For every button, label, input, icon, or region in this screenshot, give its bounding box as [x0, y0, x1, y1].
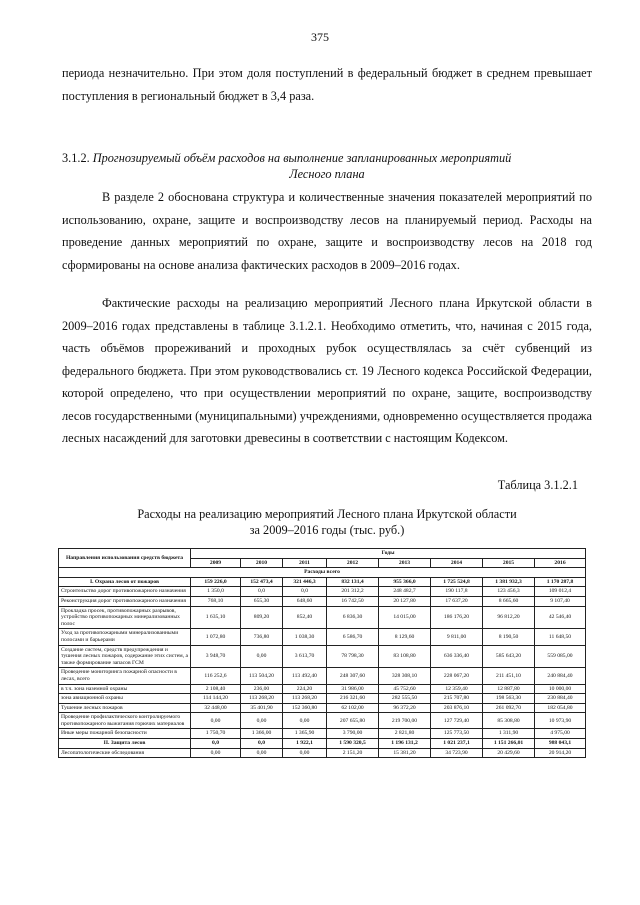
row-label: Строительство дорог противопожарного назначения: [59, 587, 191, 597]
table-row: [59, 729, 586, 739]
table-label: Таблица 3.1.2.1: [497, 478, 578, 492]
cell-value: 9 811,00: [431, 629, 483, 645]
cell-value: 0,00: [191, 713, 241, 729]
row-label: зона авиационной охраны: [59, 694, 191, 704]
cell-value: 20 914,20: [535, 748, 586, 758]
cell-value: 96 812,20: [483, 606, 535, 629]
table-row: [59, 645, 586, 668]
cell-value: 236,00: [241, 684, 283, 694]
table-row: [59, 606, 586, 629]
cell-value: 16 742,50: [327, 596, 379, 606]
cell-value: 2 821,80: [379, 729, 431, 739]
year-header: 2009: [191, 558, 241, 568]
cell-value: 152 360,80: [283, 703, 327, 713]
cell-value: 6 586,70: [327, 629, 379, 645]
year-header: 2016: [535, 558, 586, 568]
table-title: [62, 506, 592, 538]
cell-value: 585 643,20: [483, 645, 535, 668]
cell-value: 4 975,00: [535, 729, 586, 739]
cell-value: 1 151 266,01: [483, 739, 535, 749]
expenses-table: [58, 548, 586, 758]
table-row: [59, 684, 586, 694]
cell-value: 12 359,40: [431, 684, 483, 694]
cell-value: 186 176,20: [431, 606, 483, 629]
cell-value: 34 723,90: [431, 748, 483, 758]
cell-value: 1 381 932,3: [483, 577, 535, 587]
cell-value: 648,60: [283, 596, 327, 606]
cell-value: 190 117,8: [431, 587, 483, 597]
header-direction: Направления использования средств бюджета: [59, 549, 191, 568]
cell-value: 201 312,2: [327, 587, 379, 597]
year-header: 2010: [241, 558, 283, 568]
cell-value: 123 456,3: [483, 587, 535, 597]
section-title-line1: Прогнозируемый объём расходов на выполнение запланированных мероприятий: [92, 151, 512, 165]
cell-value: 83 108,80: [379, 645, 431, 668]
paragraph-actual-expenses: Фактические расходы на реализацию мероприятий Лесного плана Иркутской области в 2009–2016 годах представлены в таблице 3.1.2.1. Необходимо отметить, что, начиная с 2015 года, часть объёмов прореживаний и проходных рубок осуществлялась за счёт субвенций из федерального бюджета. При этом руководствовались ст. 19 Лесного кодекса Российской Федерации, которой определено, что при осуществлении мероприятий по охране, защите, воспроизводству лесов государственными (муниципальными) учреждениями, одновременно осуществляется продажа лесных насаждений для заготовки древесины в соответствии с настоящим Кодексом.: [62, 296, 592, 445]
year-header: 2013: [379, 558, 431, 568]
table-row: [59, 703, 586, 713]
cell-value: 248 307,60: [327, 668, 379, 684]
cell-value: 228 067,20: [431, 668, 483, 684]
cell-value: 0,00: [283, 713, 327, 729]
cell-value: 10 973,90: [535, 713, 586, 729]
cell-value: 0,00: [191, 748, 241, 758]
cell-value: 215 707,80: [431, 694, 483, 704]
paragraph-intro: периода незначительно. При этом доля поступлений в федеральный бюджет в среднем превышает поступления в региональный бюджет в 3,4 раза.: [62, 66, 592, 103]
table-row: [59, 713, 586, 729]
cell-value: 78 798,30: [327, 645, 379, 668]
cell-value: 9 107,40: [535, 596, 586, 606]
table-title-line2: за 2009–2016 годы (тыс. руб.): [249, 523, 405, 537]
row-label: Лесопатологические обследования: [59, 748, 191, 758]
table-row: [59, 748, 586, 758]
cell-value: 17 637,20: [431, 596, 483, 606]
cell-value: 8 190,50: [483, 629, 535, 645]
section-number: 3.1.2.: [62, 151, 90, 165]
row-label: Иные меры пожарной безопасности: [59, 729, 191, 739]
cell-value: 182 054,80: [535, 703, 586, 713]
cell-value: 3 613,70: [283, 645, 327, 668]
cell-value: 11 648,50: [535, 629, 586, 645]
cell-value: 8 129,60: [379, 629, 431, 645]
row-label: Тушение лесных пожаров: [59, 703, 191, 713]
cell-value: 1 170 287,8: [535, 577, 586, 587]
cell-value: 224,20: [283, 684, 327, 694]
cell-value: 0,0: [241, 587, 283, 597]
cell-value: 85 308,80: [483, 713, 535, 729]
cell-value: 768,10: [191, 596, 241, 606]
cell-value: 0,0: [241, 739, 283, 749]
cell-value: 1 725 524,8: [431, 577, 483, 587]
cell-value: 988 043,1: [535, 739, 586, 749]
cell-value: 114 144,20: [191, 694, 241, 704]
cell-value: 6 836,30: [327, 606, 379, 629]
year-header: 2015: [483, 558, 535, 568]
cell-value: 62 102,00: [327, 703, 379, 713]
cell-value: 328 308,10: [379, 668, 431, 684]
cell-value: 20 127,80: [379, 596, 431, 606]
cell-value: 1 072,80: [191, 629, 241, 645]
cell-value: 832 131,4: [327, 577, 379, 587]
cell-value: 1 750,70: [191, 729, 241, 739]
cell-value: 2 151,20: [327, 748, 379, 758]
cell-value: 0,0: [191, 739, 241, 749]
cell-value: 32 448,00: [191, 703, 241, 713]
table-row: [59, 629, 586, 645]
cell-value: 219 700,00: [379, 713, 431, 729]
cell-value: 1 365,90: [283, 729, 327, 739]
row-label: Реконструкция дорог противопожарного назначения: [59, 596, 191, 606]
row-label: Прокладка просек, противопожарных разрывов, устройство противопожарных минерализованных полос: [59, 606, 191, 629]
cell-value: 211 451,10: [483, 668, 535, 684]
cell-value: 10 000,00: [535, 684, 586, 694]
row-label: в т.ч. зона наземной охраны: [59, 684, 191, 694]
cell-value: 1 038,30: [283, 629, 327, 645]
row-label: Уход за противопожарными минерализованными полосами и барьерами: [59, 629, 191, 645]
cell-value: 809,20: [241, 606, 283, 629]
cell-value: 240 884,40: [535, 668, 586, 684]
table-row: [59, 577, 586, 587]
cell-value: 203 876,10: [431, 703, 483, 713]
cell-value: 14 015,00: [379, 606, 431, 629]
cell-value: 216 321,60: [327, 694, 379, 704]
cell-value: 207 655,80: [327, 713, 379, 729]
cell-value: 159 226,0: [191, 577, 241, 587]
paragraph-section2: В разделе 2 обоснована структура и количественные значения показателей мероприятий по использованию, охране, защите и воспроизводству лесов на планируемый период. Расходы на проведение данных мероприятий по охране, защите и воспроизводству лесов на 2018 год сформированы на основе анализа фактических расходов в 2009–2016 годах.: [62, 190, 592, 272]
cell-value: 261 092,70: [483, 703, 535, 713]
cell-value: 15 381,20: [379, 748, 431, 758]
cell-value: 321 446,3: [283, 577, 327, 587]
cell-value: 113 268,20: [283, 694, 327, 704]
year-header: 2012: [327, 558, 379, 568]
cell-value: 230 884,40: [535, 694, 586, 704]
row-label: Проведение мониторинга пожарной опасности в лесах, всего: [59, 668, 191, 684]
row-label: I. Охрана лесов от пожаров: [59, 577, 191, 587]
cell-value: 1 922,1: [283, 739, 327, 749]
cell-value: 736,80: [241, 629, 283, 645]
cell-value: 852,40: [283, 606, 327, 629]
cell-value: 198 563,30: [483, 694, 535, 704]
table-row: [59, 587, 586, 597]
cell-value: 8 665,60: [483, 596, 535, 606]
cell-value: 109 012,4: [535, 587, 586, 597]
cell-value: 955 366,0: [379, 577, 431, 587]
cell-value: 0,00: [241, 645, 283, 668]
cell-value: 116 252,6: [191, 668, 241, 684]
cell-value: 1 350,0: [191, 587, 241, 597]
cell-value: 0,0: [283, 587, 327, 597]
cell-value: 113 504,20: [241, 668, 283, 684]
cell-value: 1 021 237,1: [431, 739, 483, 749]
cell-value: 35 401,90: [241, 703, 283, 713]
cell-value: 0,00: [241, 748, 283, 758]
cell-value: 12 887,80: [483, 684, 535, 694]
cell-value: 282 555,50: [379, 694, 431, 704]
table-row: [59, 596, 586, 606]
cell-value: 0,00: [283, 748, 327, 758]
cell-value: 125 773,50: [431, 729, 483, 739]
cell-value: 2 108,40: [191, 684, 241, 694]
year-header: 2014: [431, 558, 483, 568]
cell-value: 559 085,00: [535, 645, 586, 668]
cell-value: 20 429,60: [483, 748, 535, 758]
year-header: 2011: [283, 558, 327, 568]
cell-value: 127 729,40: [431, 713, 483, 729]
cell-value: 1 311,90: [483, 729, 535, 739]
cell-value: 0,00: [241, 713, 283, 729]
cell-value: 248 482,7: [379, 587, 431, 597]
table-row: [59, 739, 586, 749]
page-number: 375: [311, 30, 329, 44]
cell-value: 152 473,4: [241, 577, 283, 587]
cell-value: 3 790,00: [327, 729, 379, 739]
cell-value: 1 196 131,2: [379, 739, 431, 749]
table-title-line1: Расходы на реализацию мероприятий Лесного плана Иркутской области: [137, 507, 517, 521]
cell-value: 45 752,60: [379, 684, 431, 694]
cell-value: 636 336,40: [431, 645, 483, 668]
header-years: Годы: [191, 549, 586, 559]
section-heading: [62, 150, 592, 182]
row-label: Проведение профилактического контролируемого противопожарного выжигания горючих материалов: [59, 713, 191, 729]
section-row: [59, 568, 586, 578]
table-row: [59, 668, 586, 684]
cell-value: 42 546,40: [535, 606, 586, 629]
section-title-line2: Лесного плана: [289, 167, 365, 181]
cell-value: 1 366,00: [241, 729, 283, 739]
cell-value: 31 986,00: [327, 684, 379, 694]
cell-value: 3 948,70: [191, 645, 241, 668]
row-label: Создание систем, средств предупреждения и тушения лесных пожаров, содержание этих систем, а также формирование запасов ГСМ: [59, 645, 191, 668]
cell-value: 1 590 320,5: [327, 739, 379, 749]
cell-value: 113 492,40: [283, 668, 327, 684]
section-total-label: Расходы всего: [59, 568, 586, 578]
table-row: [59, 694, 586, 704]
cell-value: 655,30: [241, 596, 283, 606]
cell-value: 1 635,10: [191, 606, 241, 629]
cell-value: 113 268,20: [241, 694, 283, 704]
table-body: [59, 568, 586, 758]
row-label: II. Защита лесов: [59, 739, 191, 749]
cell-value: 96 372,20: [379, 703, 431, 713]
